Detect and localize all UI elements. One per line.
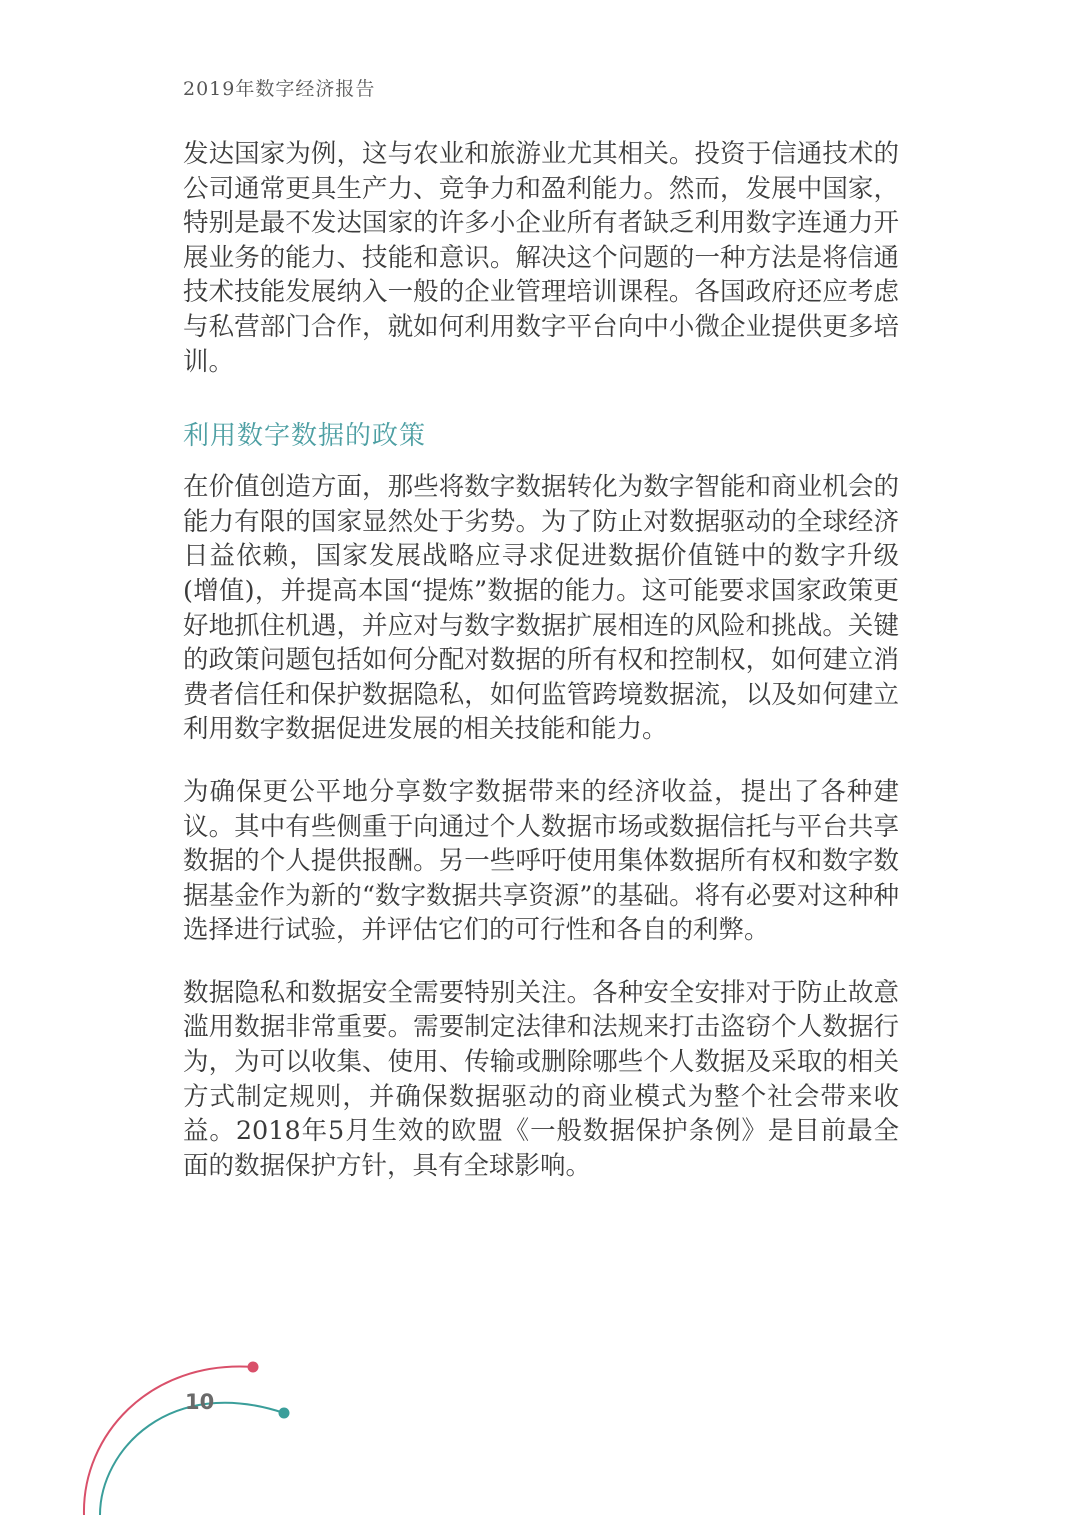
inner-arc-dot (279, 1408, 290, 1419)
body-paragraph-1: 在价值创造方面，那些将数字数据转化为数字智能和商业机会的能力有限的国家显然处于劣势。为了防止对数据驱动的全球经济日益依赖，国家发展战略应寻求促进数据价值链中的数字升级(增值)，并提高本国“提炼”数据的能力。这可能要求国家政策更好地抓住机遇，并应对与数字数据扩展相连的风险和挑战。关键的政策问题包括如何分配对数据的所有权和控制权，如何建立消费者信任和保护数据隐私，如何监管跨境数据流，以及如何建立利用数字数据促进发展的相关技能和能力。 (183, 472, 899, 745)
body-paragraph-2: 为确保更公平地分享数字数据带来的经济收益，提出了各种建议。其中有些侧重于向通过个人数据市场或数据信托与平台共享数据的个人提供报酬。另一些呼吁使用集体数据所有权和数字数据基金作为新的“数字数据共享资源”的基础。将有必要对这种种选择进行试验，并评估它们的可行性和各自的利弊。 (183, 776, 899, 946)
intro-paragraph: 发达国家为例，这与农业和旅游业尤其相关。投资于信通技术的公司通常更具生产力、竞争力和盈利能力。然而，发展中国家，特别是最不发达国家的许多小企业所有者缺乏利用数字连通力开展业务的能力、技能和意识。解决这个问题的一种方法是将信通技术技能发展纳入一般的企业管理培训课程。各国政府还应考虑与私营部门合作，就如何利用数字平台向中小微企业提供更多培训。 (183, 139, 899, 377)
outer-arc (84, 1367, 253, 1515)
page-content (183, 137, 899, 1183)
section-title: 利用数字数据的政策 (183, 421, 427, 452)
running-header: 2019年数字经济报告 (183, 78, 376, 100)
footer-arc-decoration (0, 1340, 320, 1515)
outer-arc-dot (248, 1362, 259, 1373)
inner-arc (100, 1403, 284, 1515)
body-paragraph-3: 数据隐私和数据安全需要特别关注。各种安全安排对于防止故意滥用数据非常重要。需要制定法律和法规来打击盗窃个人数据行为，为可以收集、使用、传输或删除哪些个人数据及采取的相关方式制定规则，并确保数据驱动的商业模式为整个社会带来收益。2018年5月生效的欧盟《一般数据保护条例》是目前最全面的数据保护方针，具有全球影响。 (183, 977, 899, 1181)
page-number: 10 (185, 1390, 215, 1414)
